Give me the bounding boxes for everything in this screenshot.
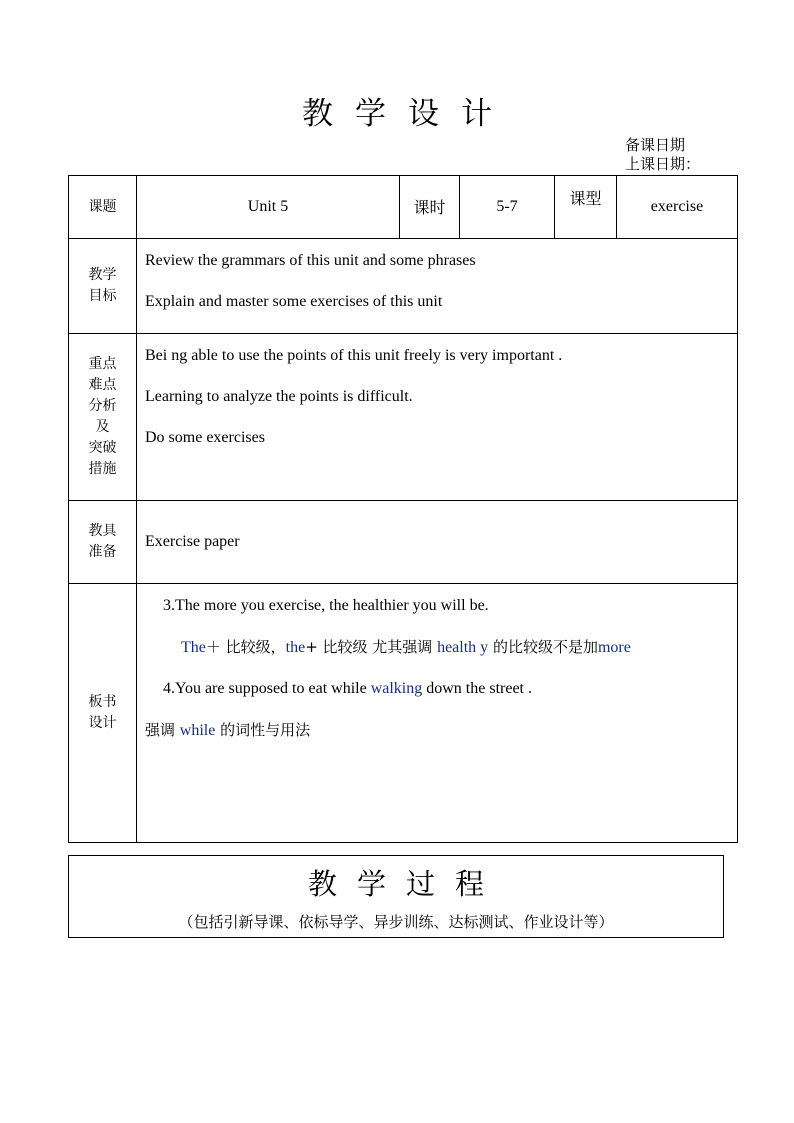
goal-line: Review the grammars of this unit and some phrases [145, 252, 476, 269]
board-line4-while: while [179, 722, 216, 739]
board-line3-walking: walking [370, 680, 423, 697]
key-points-label-line: 分析 [88, 398, 117, 414]
date-fields [625, 136, 700, 174]
page-title: 教学设计 [302, 96, 514, 132]
tools-label [69, 501, 137, 584]
tools-value: Exercise paper [137, 501, 738, 584]
goals-label-line2: 目标 [88, 288, 117, 304]
board-row [69, 584, 738, 843]
key-points-label-line: 及 [95, 419, 110, 435]
process-subtitle: （包括引新导课、依标导学、异步训练、达标测试、作业设计等） [178, 913, 614, 931]
hours-value: 5-7 [460, 176, 555, 239]
board-line2-text2: + 比较级 尤其强调 [305, 638, 438, 656]
board-line-4 [145, 720, 729, 741]
board-line4-text: 强调 [145, 721, 180, 739]
key-points-label-line: 难点 [88, 377, 117, 393]
board-line4-text2: 的词性与用法 [215, 721, 311, 739]
tools-label-line1: 教具 [88, 523, 117, 539]
hours-label: 课时 [400, 176, 460, 239]
board-line3-text: 4.You are supposed to eat while [163, 680, 371, 697]
key-points-label [69, 334, 137, 501]
key-points-content [137, 334, 738, 501]
board-line2-healthy: health y [437, 639, 489, 656]
key-points-row [69, 334, 738, 501]
board-line2-more: more [597, 639, 631, 656]
board-line2-text: ＋ 比较级， [205, 638, 286, 656]
board-line-3 [145, 679, 729, 699]
goals-label [69, 239, 137, 334]
type-value: exercise [617, 176, 738, 239]
topic-label: 课题 [69, 176, 137, 239]
goals-label-line1: 教学 [88, 267, 117, 283]
key-point-line: Bei ng able to use the points of this unit freely is very important . [145, 347, 563, 364]
key-point-line: Do some exercises [145, 429, 265, 446]
process-title: 教学过程 [307, 867, 504, 901]
goals-content [137, 239, 738, 334]
type-label: 课型 [555, 176, 617, 239]
board-line2-the: The [181, 639, 206, 656]
topic-value: Unit 5 [137, 176, 400, 239]
class-date-label: 上课日期： [625, 155, 701, 173]
tools-row [69, 501, 738, 584]
key-points-label-line: 突破 [88, 440, 117, 456]
prep-date-label: 备课日期 [625, 136, 686, 154]
board-line2-the2: the [285, 639, 306, 656]
board-line-1: 3.The more you exercise, the healthier you will be. [163, 597, 489, 614]
board-content [137, 584, 738, 843]
lesson-plan-table [68, 175, 738, 843]
topic-row [69, 176, 738, 239]
process-box [68, 855, 724, 938]
key-point-line: Learning to analyze the points is difficult. [145, 388, 413, 405]
board-label-line2: 设计 [88, 715, 117, 731]
board-line-2 [145, 637, 729, 658]
goals-row [69, 239, 738, 334]
board-line2-text3: 的比较级不是加 [488, 638, 598, 656]
key-points-label-line: 重点 [88, 356, 117, 372]
goal-line: Explain and master some exercises of this unit [145, 293, 443, 310]
board-label [69, 584, 137, 843]
tools-label-line2: 准备 [88, 544, 117, 560]
key-points-label-line: 措施 [88, 461, 117, 477]
board-line3-text2: down the street . [422, 680, 532, 697]
board-label-line1: 板书 [88, 694, 117, 710]
